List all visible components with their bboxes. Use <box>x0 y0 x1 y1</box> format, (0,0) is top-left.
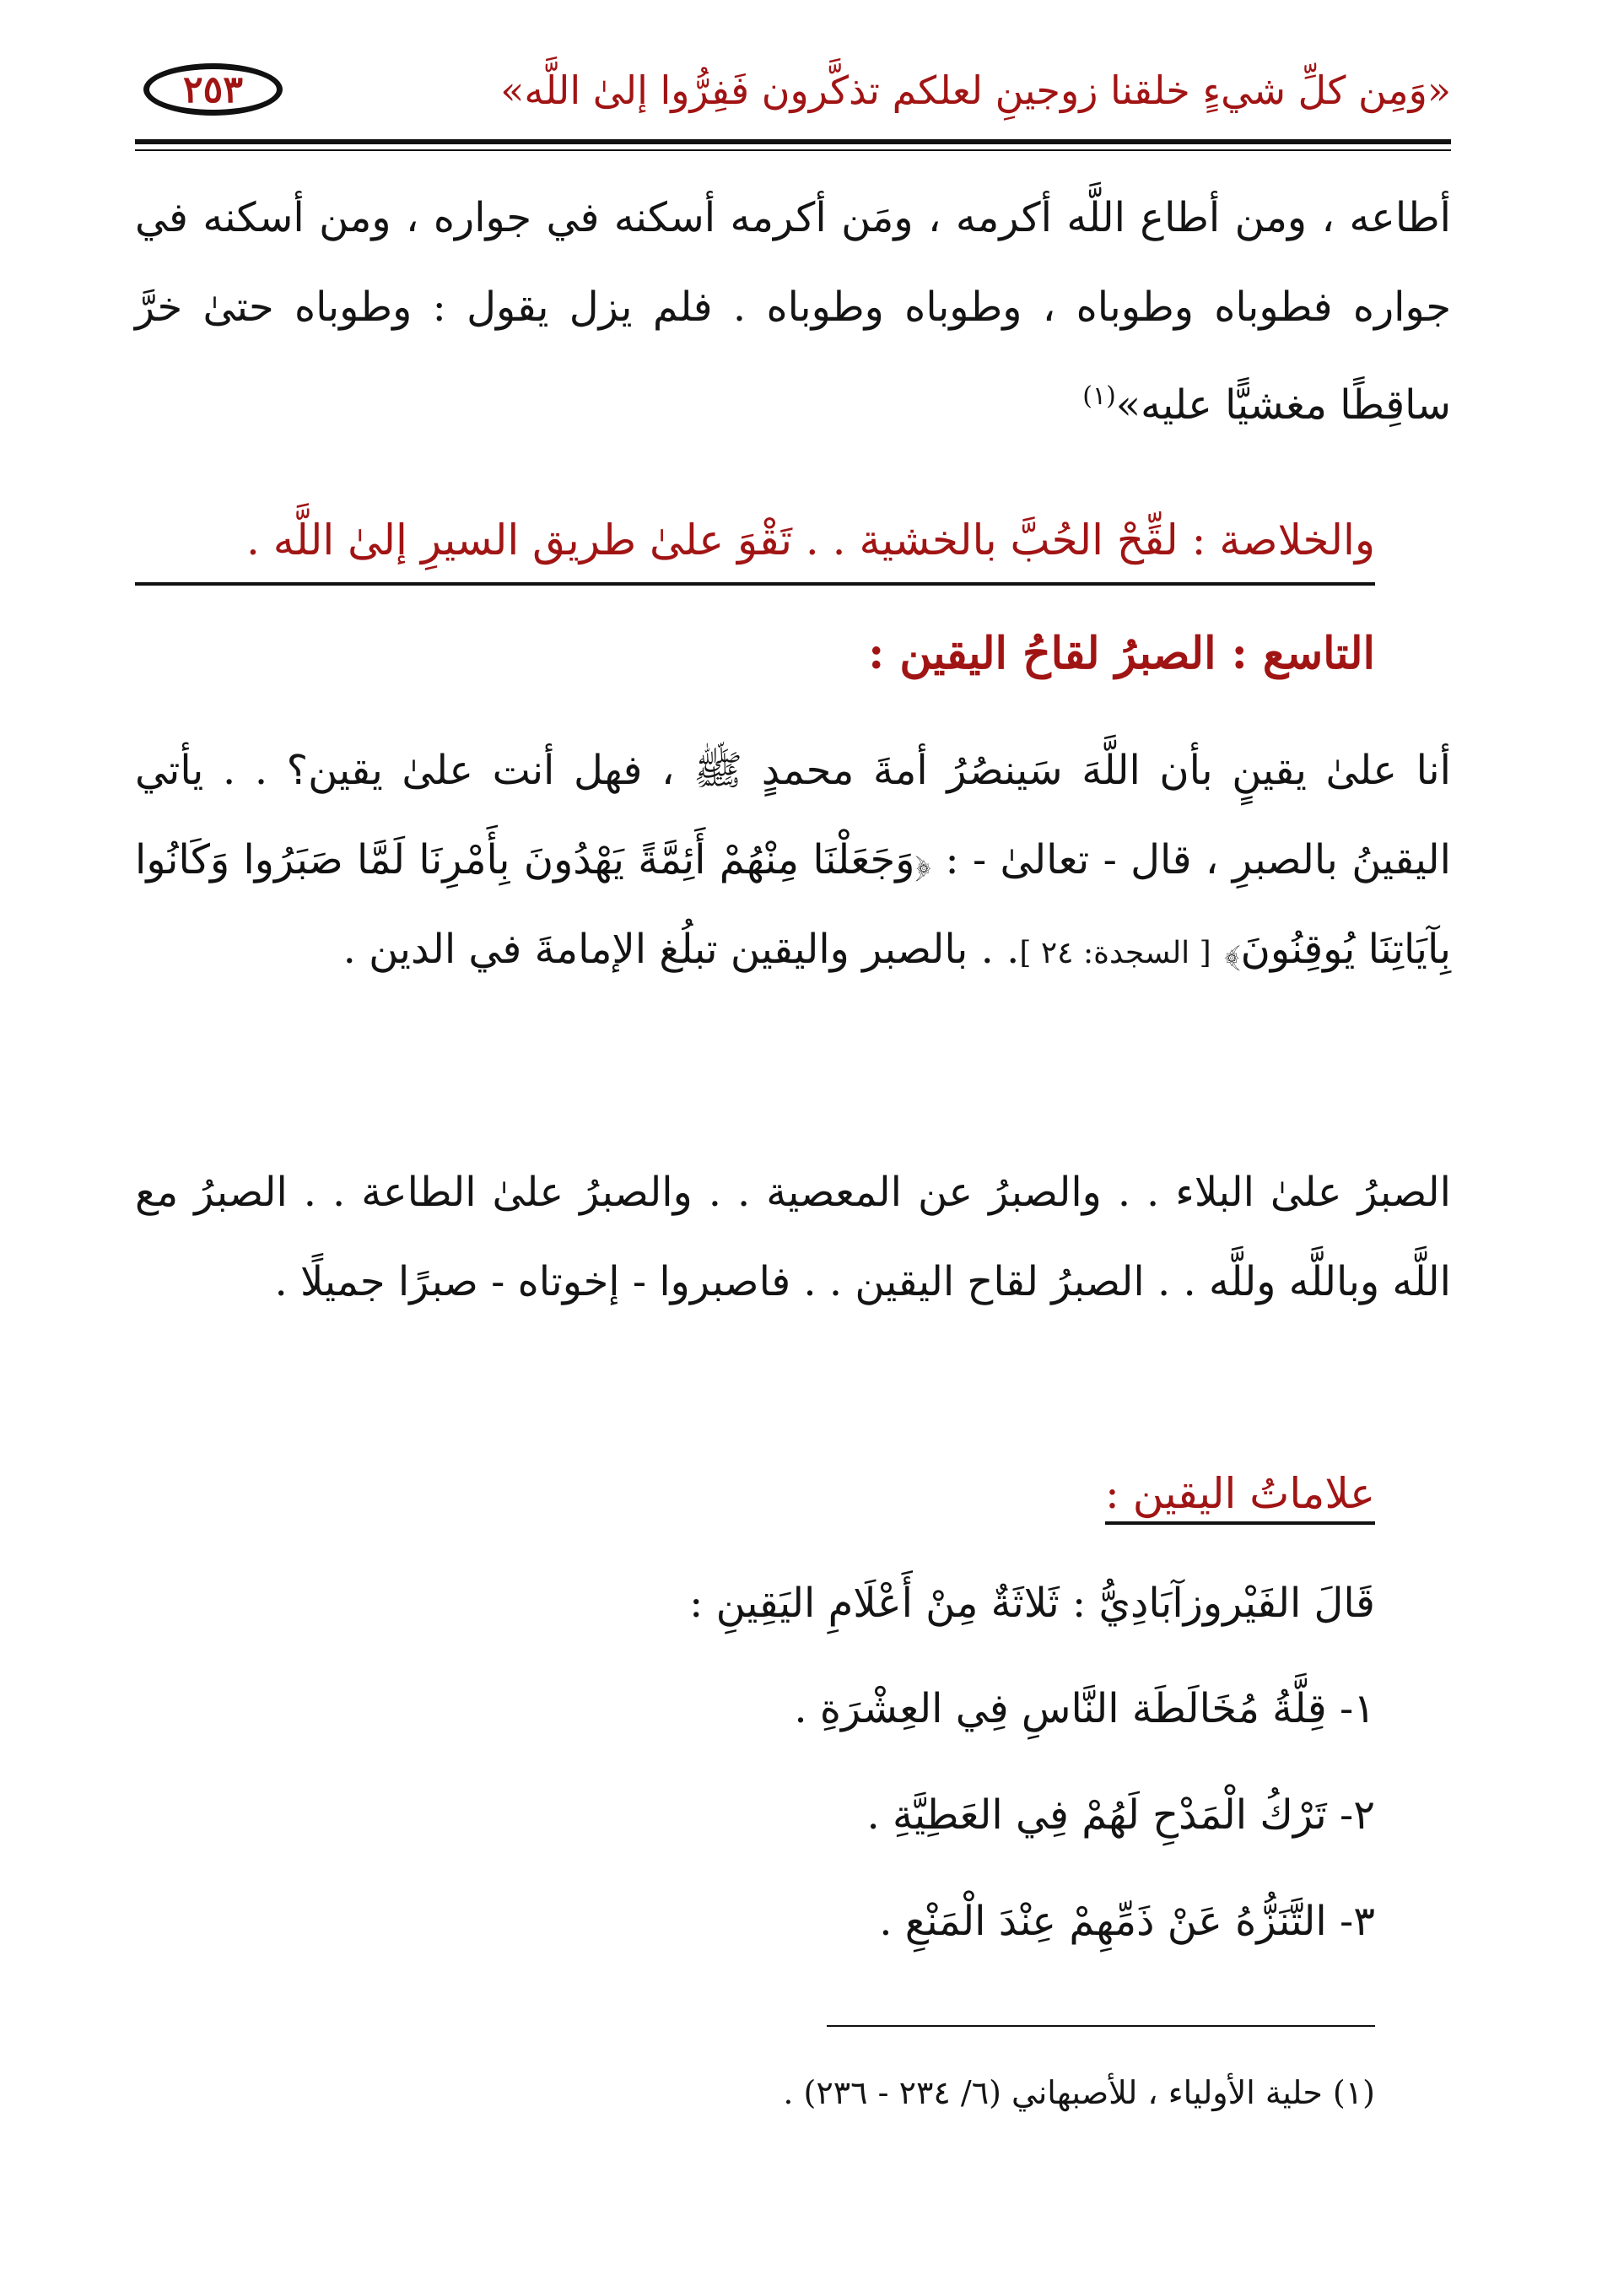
running-head: «وَمِن كلِّ شيءٍ خلقنا زوجينِ لعلكم تذكَّرون فَفِرُّوا إلىٰ اللَّه» <box>500 68 1451 113</box>
list-item: ١- قِلَّةُ مُخَالَطَة النَّاسِ فِي العِشْرَةِ . <box>794 1685 1375 1732</box>
page-header <box>135 59 1451 152</box>
footnote-marker: (١) <box>1082 381 1116 411</box>
header-rule-thin <box>135 149 1451 151</box>
list-item: ٢- تَرْكُ الْمَدْحِ لَهُمْ فِي العَطِيَّةِ . <box>866 1791 1375 1839</box>
paragraph-patience-certainty <box>135 726 1451 998</box>
paragraph-continuation <box>135 173 1451 450</box>
signs-list <box>135 1675 1375 1994</box>
list-item: ٣- التَّنَزُّهُ عَنْ ذَمِّهِمْ عِنْدَ الْمَنْعِ . <box>879 1898 1375 1945</box>
signs-heading-text: علاماتُ اليقين : <box>1105 1469 1375 1525</box>
footnote: (١) حلية الأولياء ، للأصبهاني (٦/ ٢٣٤ - ٢٣٦) . <box>783 2074 1375 2111</box>
paragraph-text: أطاعه ، ومن أطاع اللَّه أكرمه ، ومَن أكرمه أسكنه في جواره ، ومن أسكنه في جواره فطوباه وطوباه ، وطوباه وطوباه . فلم يزل يقول : وطوباه حتىٰ خرَّ ساقِطًا مغشيًّا عليه» <box>135 194 1451 429</box>
page-number-badge <box>143 63 283 116</box>
paragraph-text-b: . . بالصبر واليقين تبلُغ الإمامةَ في الدين . <box>343 926 1020 973</box>
paragraph-text-a: أنا علىٰ يقينٍ بأن اللَّهَ سَينصُرُ أمةَ محمدٍ ﷺ ، فهل أنت علىٰ يقين؟ . . يأتي اليقينُ بالصبرِ ، قال - تعالىٰ - : <box>135 747 1451 883</box>
verse-reference: [ السجدة: ٢٤ ] <box>1019 936 1211 970</box>
section-heading-ninth: التاسع : الصبرُ لقاحُ اليقين : <box>868 628 1375 679</box>
page-number: ٢٥٣ <box>183 68 243 111</box>
quote-intro: قَالَ الفَيْروزآبَادِيُّ : ثَلاثَةٌ مِنْ أَعْلَامِ اليَقِينِ : <box>689 1580 1375 1627</box>
summary-underline <box>135 582 1375 586</box>
paragraph-patience-types: الصبرُ علىٰ البلاء . . والصبرُ عن المعصية . . والصبرُ علىٰ الطاعة . . الصبرُ مع اللَّه وباللَّه وللَّه . . الصبرُ لقاح اليقين . . فاصبروا - إخوتاه - صبرًا جميلًا . <box>135 1169 1451 1305</box>
header-rule-thick <box>135 139 1451 144</box>
quran-verse: ﴿وَجَعَلْنَا مِنْهُمْ أَئِمَّةً يَهْدُونَ بِأَمْرِنَا لَمَّا صَبَرُوا وَكَانُوا بِآيَاتِنَا يُوقِنُونَ﴾ <box>135 836 1451 973</box>
summary-line: والخلاصة : لقِّحْ الحُبَّ بالخشية . . تَقْوَ علىٰ طريق السيرِ إلىٰ اللَّه . <box>245 516 1375 565</box>
footnote-divider <box>827 2025 1375 2027</box>
section-heading-signs <box>135 1460 1375 1527</box>
